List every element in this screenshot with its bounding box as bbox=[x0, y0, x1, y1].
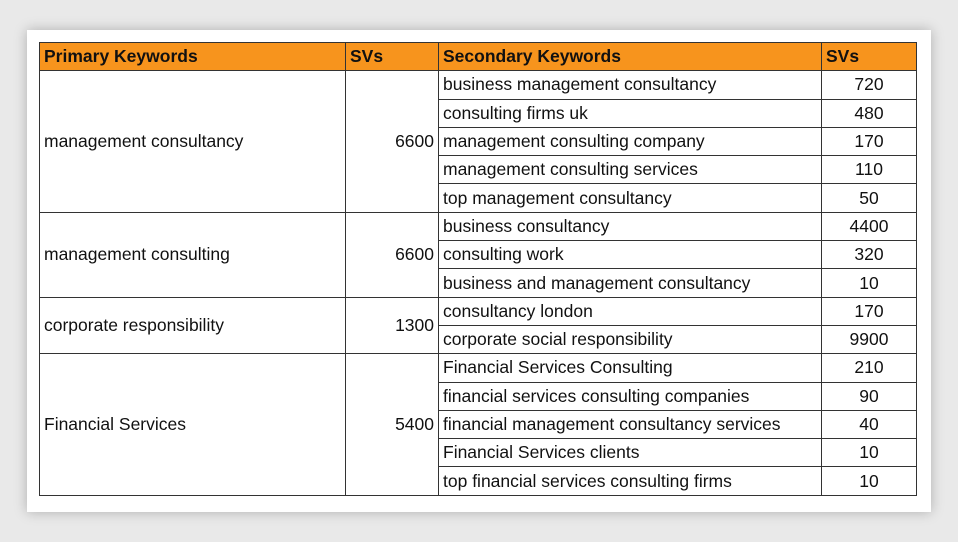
secondary-sv-cell: 10 bbox=[822, 467, 917, 495]
header-primary-keywords: Primary Keywords bbox=[40, 43, 346, 71]
secondary-keyword-cell: consulting firms uk bbox=[439, 99, 822, 127]
secondary-keyword-cell: top management consultancy bbox=[439, 184, 822, 212]
secondary-keyword-cell: financial management consultancy services bbox=[439, 410, 822, 438]
secondary-keyword-cell: top financial services consulting firms bbox=[439, 467, 822, 495]
table-row bbox=[40, 354, 917, 382]
primary-keyword-cell: corporate responsibility bbox=[40, 297, 346, 354]
primary-keyword-cell: management consulting bbox=[40, 212, 346, 297]
secondary-sv-cell: 170 bbox=[822, 127, 917, 155]
primary-sv-cell: 5400 bbox=[346, 354, 439, 495]
header-row bbox=[40, 43, 917, 71]
header-secondary-keywords: Secondary Keywords bbox=[439, 43, 822, 71]
secondary-sv-cell: 40 bbox=[822, 410, 917, 438]
secondary-keyword-cell: business and management consultancy bbox=[439, 269, 822, 297]
primary-keyword-cell: Financial Services bbox=[40, 354, 346, 495]
secondary-sv-cell: 210 bbox=[822, 354, 917, 382]
secondary-keyword-cell: consultancy london bbox=[439, 297, 822, 325]
secondary-keyword-cell: consulting work bbox=[439, 241, 822, 269]
secondary-sv-cell: 50 bbox=[822, 184, 917, 212]
secondary-keyword-cell: financial services consulting companies bbox=[439, 382, 822, 410]
table-row bbox=[40, 212, 917, 240]
primary-sv-cell: 6600 bbox=[346, 71, 439, 212]
secondary-keyword-cell: Financial Services Consulting bbox=[439, 354, 822, 382]
secondary-sv-cell: 480 bbox=[822, 99, 917, 127]
header-primary-svs: SVs bbox=[346, 43, 439, 71]
secondary-keyword-cell: Financial Services clients bbox=[439, 439, 822, 467]
secondary-sv-cell: 10 bbox=[822, 269, 917, 297]
secondary-sv-cell: 4400 bbox=[822, 212, 917, 240]
primary-sv-cell: 6600 bbox=[346, 212, 439, 297]
header-secondary-svs: SVs bbox=[822, 43, 917, 71]
secondary-keyword-cell: business consultancy bbox=[439, 212, 822, 240]
secondary-keyword-cell: business management consultancy bbox=[439, 71, 822, 99]
secondary-sv-cell: 10 bbox=[822, 439, 917, 467]
primary-sv-cell: 1300 bbox=[346, 297, 439, 354]
keyword-table bbox=[39, 42, 917, 496]
secondary-sv-cell: 90 bbox=[822, 382, 917, 410]
table-row bbox=[40, 71, 917, 99]
secondary-sv-cell: 720 bbox=[822, 71, 917, 99]
secondary-sv-cell: 9900 bbox=[822, 325, 917, 353]
secondary-sv-cell: 320 bbox=[822, 241, 917, 269]
secondary-keyword-cell: management consulting services bbox=[439, 156, 822, 184]
table-row bbox=[40, 297, 917, 325]
primary-keyword-cell: management consultancy bbox=[40, 71, 346, 212]
secondary-keyword-cell: management consulting company bbox=[439, 127, 822, 155]
secondary-sv-cell: 170 bbox=[822, 297, 917, 325]
table-card bbox=[27, 30, 931, 512]
secondary-keyword-cell: corporate social responsibility bbox=[439, 325, 822, 353]
secondary-sv-cell: 110 bbox=[822, 156, 917, 184]
